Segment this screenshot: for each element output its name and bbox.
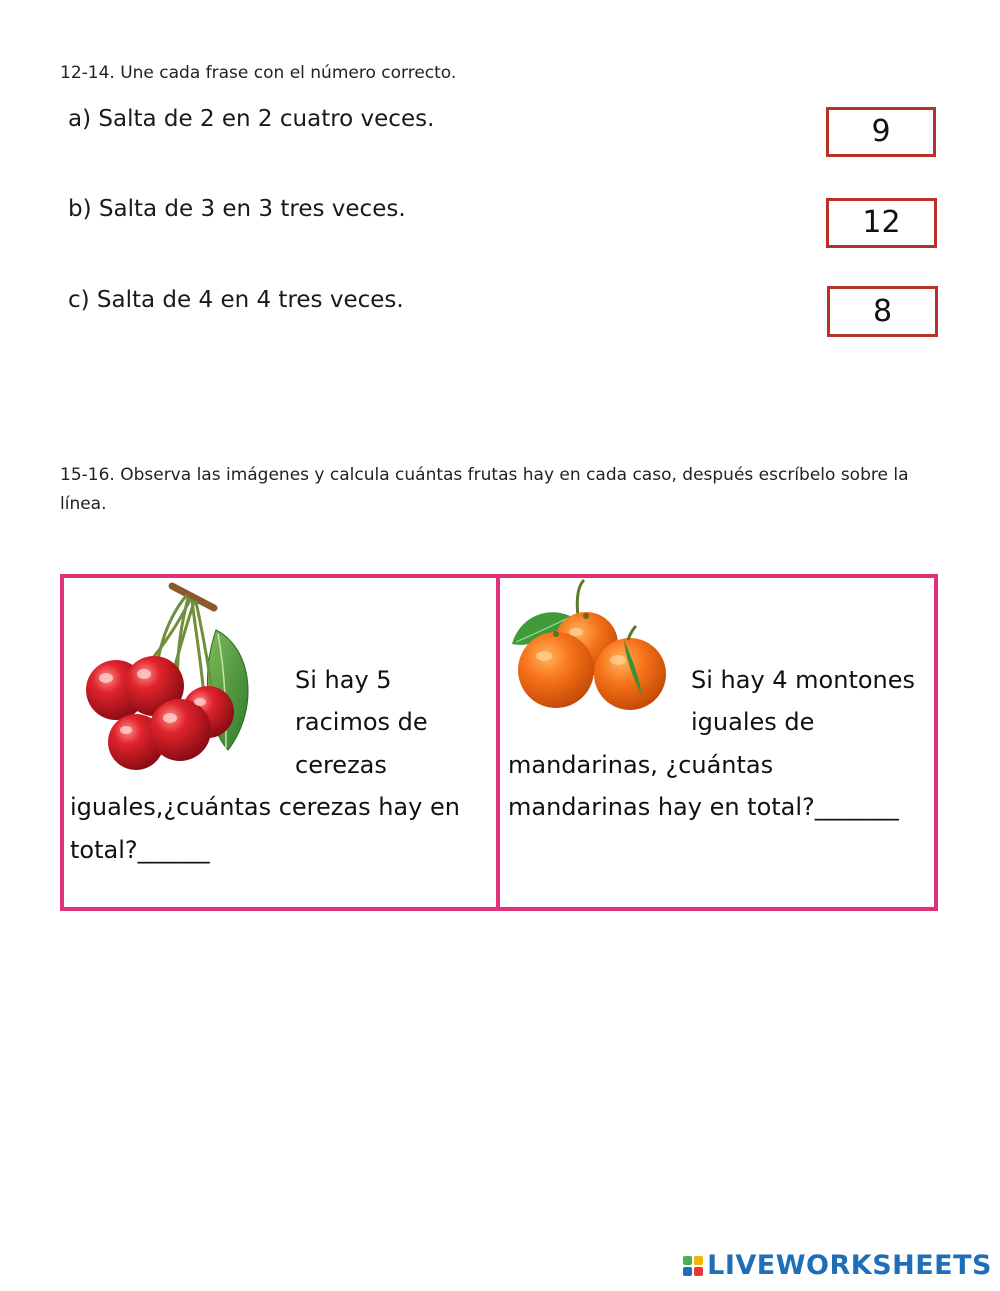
tangerines-text-line1: Si hay 4 montones [691, 666, 916, 694]
instruction-12-14: 12-14. Une cada frase con el número correcto. [60, 63, 457, 83]
cherries-text-line2: racimos de [295, 708, 428, 736]
instruction-15-16-line2: línea. [60, 494, 107, 514]
brand-name: LIVEWORKSHEETS [707, 1250, 992, 1281]
instruction-15-16-line1: 15-16. Observa las imágenes y calcula cuántas frutas hay en cada caso, después escríbelo sobre la [60, 465, 909, 485]
cherries-text-line4: iguales,¿cuántas cerezas hay en [70, 793, 460, 821]
tangerines-text-line3: mandarinas, ¿cuántas [508, 751, 774, 779]
cherries-image [76, 578, 258, 776]
tangerines-text-line2: iguales de [691, 708, 815, 736]
frame-divider [496, 574, 500, 911]
question-c: c) Salta de 4 en 4 tres veces. [68, 287, 404, 313]
question-b: b) Salta de 3 en 3 tres veces. [68, 196, 406, 222]
tangerines-image [508, 576, 680, 714]
tangerines-answer-line[interactable]: mandarinas hay en total?_______ [508, 793, 899, 821]
answer-box-9[interactable]: 9 [826, 107, 936, 157]
cherries-text-line1: Si hay 5 [295, 666, 392, 694]
logo-mark-icon [683, 1256, 703, 1276]
liveworksheets-logo [683, 1250, 992, 1281]
cherries-text-line3: cerezas [295, 751, 387, 779]
answer-box-12[interactable]: 12 [826, 198, 937, 248]
question-a: a) Salta de 2 en 2 cuatro veces. [68, 106, 435, 132]
cherries-answer-line[interactable]: total?______ [70, 836, 210, 864]
answer-box-8[interactable]: 8 [827, 286, 938, 337]
